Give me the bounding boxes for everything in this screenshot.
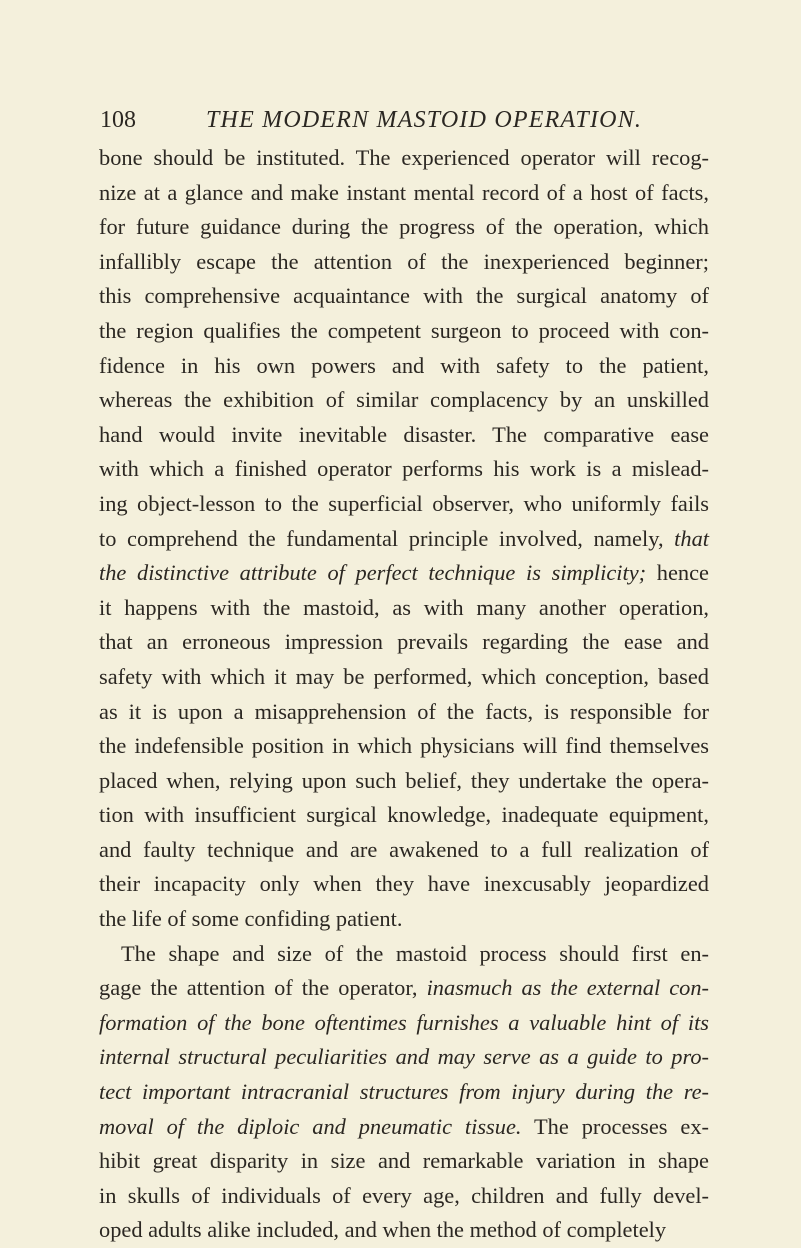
text-line: infallibly escape the attention of the inexperienced beginner; [99,248,709,274]
text-line: hand would invite inevitable disaster. The comparative ease [99,421,709,447]
page-number: 108 [100,107,136,133]
text-line: their incapacity only when they have inexcusably jeopardized [99,871,709,897]
text-line: the life of some confiding patient. [99,906,403,932]
text-line: with which a finished operator performs his work is a mislead- [99,456,709,482]
text-run: hence [656,560,709,586]
text-line: as it is upon a misapprehension of the facts, is responsible for [99,698,709,724]
text-line-mixed [99,1110,709,1145]
italic-run: inasmuch as the external con- [426,975,710,1001]
text-line: hibit great disparity in size and remarkable variation in shape [99,1148,709,1174]
text-line: it happens with the mastoid, as with many another operation, [99,594,709,620]
text-line: oped adults alike included, and when the method of completely [99,1217,667,1243]
italic-run: internal structural peculiarities and may serve as a guide to pro- [99,1044,709,1070]
text-line: and faulty technique and are awakened to a full realization of [99,836,709,862]
italic-run: formation of the bone oftentimes furnishes a valuable hint of its [99,1009,709,1035]
text-line-mixed [99,556,709,591]
italic-run: moval of the diploic and pneumatic tissue. [99,1113,522,1139]
text-run: to comprehend the fundamental principle involved, namely, [99,525,664,551]
italic-run: that [674,525,709,551]
text-line: that an erroneous impression prevails regarding the ease and [99,629,709,655]
text-line: nize at a glance and make instant mental record of a host of facts, [99,179,709,205]
text-line-italic [99,1006,709,1041]
text-line-mixed [99,971,709,1006]
italic-run: the distinctive attribute of perfect technique is simplicity; [99,560,647,586]
text-line-italic [99,1040,709,1075]
text-line: The shape and size of the mastoid process should first en- [121,940,709,966]
text-run: The processes ex- [534,1113,709,1139]
text-line: this comprehensive acquaintance with the surgical anatomy of [99,283,709,309]
text-line-mixed [99,522,709,557]
text-line-italic [99,1075,709,1110]
text-line: safety with which it may be performed, which conception, based [99,663,709,689]
italic-run: tect important intracranial structures from injury during the re- [99,1079,709,1105]
page-header [100,106,720,134]
running-head: THE MODERN MASTOID OPERATION. [206,107,643,133]
body-text [99,141,709,1248]
text-line: for future guidance during the progress of the operation, which [99,214,709,240]
text-line: the indefensible position in which physicians will find themselves [99,733,709,759]
text-line: the region qualifies the competent surgeon to proceed with con- [99,317,709,343]
text-run: gage the attention of the operator, [99,975,418,1001]
text-line: tion with insufficient surgical knowledge, inadequate equipment, [99,802,709,828]
text-line: in skulls of individuals of every age, children and fully devel- [99,1182,709,1208]
text-line: placed when, relying upon such belief, they undertake the opera- [99,767,709,793]
text-line: whereas the exhibition of similar complacency by an unskilled [99,387,709,413]
text-line: ing object-lesson to the superficial observer, who uniformly fails [99,490,709,516]
text-line: bone should be instituted. The experienced operator will recog- [99,145,709,170]
text-line: fidence in his own powers and with safety to the patient, [99,352,709,378]
